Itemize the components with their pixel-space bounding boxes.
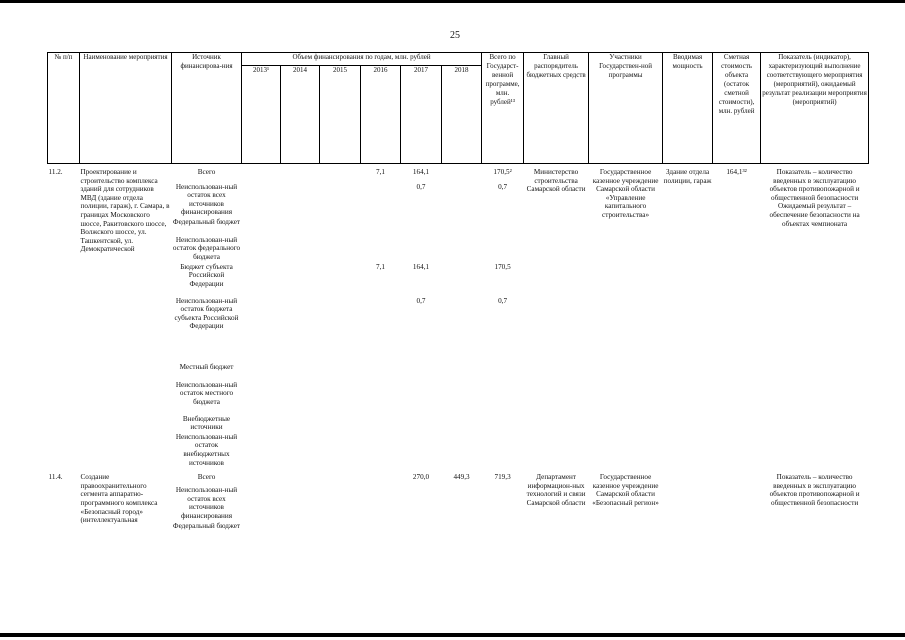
total-value [482,432,524,467]
year-2015-value [320,485,361,520]
header-year: 2015 [320,66,361,164]
indicator: Показатель – количество введенных в эксплуатацию объектов противопожарной и общественной безопасности Ожидаемый результат – обеспечение безопасности на объектах чемпионата [769,168,860,228]
total-value [482,414,524,432]
year-2014-value [281,262,320,296]
table-row [48,467,869,485]
year-2014-value [281,235,320,262]
year-2016-value [361,235,401,262]
year-2014-value [281,414,320,432]
total-value [482,485,524,520]
source-label: Неиспользован-ный остаток всех источников финансирования [175,486,238,520]
year-2016-value [361,217,401,235]
capacity: Здание отдела полиции, гараж [663,168,712,185]
total-value [482,380,524,414]
year-2016-value [361,432,401,467]
header-year: 2017 [401,66,442,164]
indicator: Показатель – количество введенных в эксплуатацию объектов противопожарной и общественной безопасности [769,473,860,507]
year-2017-value: 164,1 [412,262,430,271]
year-2015-value [320,182,361,217]
financing-table [47,52,869,539]
year-2018-value [442,182,482,217]
header-distributor: Главный распорядитель бюджетных средств [524,53,589,164]
total-value [482,521,524,539]
year-2013-value [242,296,281,362]
year-2013-value [242,262,281,296]
source-label: Федеральный бюджет [172,521,241,530]
year-2017-value [401,432,442,467]
total-value [482,362,524,380]
year-2013-value [242,467,281,485]
source-label: Всего [197,473,216,482]
year-2018-value [442,362,482,380]
year-2016-value [361,485,401,520]
distributor: Министерство строительства Самарской области [526,168,586,194]
source-label: Неиспользован-ный остаток местного бюджета [175,380,238,406]
estimate: 164,1³² [726,168,747,176]
year-2018-value [442,485,482,520]
header-source: Источник финансирова-ния [172,53,242,164]
year-2018-value [442,296,482,362]
year-2015-value [320,217,361,235]
year-2015-value [320,235,361,262]
total-value [482,217,524,235]
year-2018-value [442,235,482,262]
source-label: Всего [197,168,216,176]
year-2014-value [281,485,320,520]
source-label: Бюджет субъекта Российской Федерации [180,262,233,288]
year-2017-value [401,362,442,380]
total-value: 0,7 [498,182,508,191]
source-label: Федеральный бюджет [172,217,241,226]
year-2017-value: 164,1 [412,168,430,176]
header-name: Наименование мероприятия [80,53,172,164]
bottom-border [0,633,905,637]
source-label: Неиспользован-ный остаток всех источников финансирования [175,182,238,217]
header-capacity: Вводимая мощность [663,53,713,164]
year-2016-value [361,296,401,362]
year-2017-value [401,217,442,235]
year-2013-value [242,432,281,467]
year-2014-value [281,217,320,235]
header-indicator: Показатель (индикатор), характеризующий выполнение соответствующего мероприятия (мероприятий), ожидаемый результат реализации мероприятия (мероприятий) [761,53,869,164]
measure-name: Создание правоохранительного сегмента аппаратно-программного комплекса «Безопасный город» (интеллектуальная [80,473,158,525]
year-2018-value [442,164,482,182]
year-2018-value [442,414,482,432]
header-year: 2013¹ [242,66,281,164]
year-2017-value: 0,7 [416,182,426,191]
year-2018-value [442,217,482,235]
year-2013-value [242,235,281,262]
estimate [713,467,761,538]
year-2014-value [281,362,320,380]
year-2014-value [281,432,320,467]
year-2015-value [320,380,361,414]
table-body [48,164,869,539]
year-2014-value [281,182,320,217]
year-2014-value [281,380,320,414]
year-2017-value [401,414,442,432]
year-2014-value [281,467,320,485]
year-2017-value: 270,0 [412,473,430,482]
year-2017-value [401,380,442,414]
top-border [0,0,905,3]
header-estimate: Сметная стоимость объекта (остаток сметной стоимости), млн. рублей [713,53,761,164]
header-no: № п/п [48,53,80,164]
year-2013-value [242,182,281,217]
header-year: 2018 [442,66,482,164]
year-2015-value [320,467,361,485]
year-2017-value [401,521,442,539]
header-year: 2014 [281,66,320,164]
row-number: 11.4. [48,473,63,482]
year-2015-value [320,432,361,467]
distributor: Департамент информацион-ных технологий и связи Самарской области [526,473,586,507]
header-volume: Объем финансирования по годам, млн. рублей [242,53,482,66]
year-2013-value [242,485,281,520]
year-2014-value [281,521,320,539]
source-label: Неиспользован-ный остаток внебюджетных источников [175,432,238,467]
page-number: 25 [450,30,460,41]
year-2018-value: 449,3 [453,473,470,482]
year-2018-value [442,432,482,467]
year-2017-value [401,485,442,520]
source-label: Местный бюджет [179,362,234,371]
year-2016-value: 7,1 [376,262,385,271]
header-total: Всего по Государст-венной программе, млн. рублей¹³ [482,53,524,164]
year-2013-value [242,217,281,235]
source-label: Внебюджетные источники [182,414,231,432]
year-2018-value [442,521,482,539]
year-2015-value [320,414,361,432]
total-value: 0,7 [498,296,508,305]
year-2013-value [242,164,281,182]
measure-name: Проектирование и строительство комплекса зданий для сотрудников МВД (здание отдела полиции, гараж), г. Самара, в границах Московского шоссе, Ракитовского шоссе, Волжского шоссе, ул. Ташкентской, ул. Демократической [80,168,170,254]
year-2015-value [320,164,361,182]
row-number: 11.2. [48,168,63,176]
participants: Государственное казенное учреждение Самарской области «Управление капитального строительства» [592,168,659,219]
year-2016-value [361,467,401,485]
year-2016-value [361,362,401,380]
year-2018-value [442,380,482,414]
year-2018-value [442,262,482,296]
year-2017-value: 0,7 [416,296,426,305]
capacity [663,467,713,538]
total-value: 719,3 [494,473,511,482]
year-2015-value [320,296,361,362]
total-value [482,235,524,262]
participants: Государственное казенное учреждение Самарской области «Безопасный регион» [592,473,659,507]
year-2015-value [320,362,361,380]
year-2016-value: 7,1 [376,168,385,176]
total-value: 170,5² [493,168,512,176]
year-2016-value [361,182,401,217]
header-participants: Участники Государствен-ной программы [589,53,663,164]
header-year: 2016 [361,66,401,164]
year-2015-value [320,262,361,296]
source-label: Неиспользован-ный остаток бюджета субъекта Российской Федерации [174,296,239,331]
year-2016-value [361,521,401,539]
year-2016-value [361,414,401,432]
year-2013-value [242,414,281,432]
year-2017-value [401,235,442,262]
year-2013-value [242,362,281,380]
year-2013-value [242,521,281,539]
table-row [48,164,869,182]
year-2013-value [242,380,281,414]
year-2015-value [320,521,361,539]
year-2014-value [281,296,320,362]
total-value: 170,5 [494,262,511,271]
year-2016-value [361,380,401,414]
source-label: Неиспользован-ный остаток федерального бюджета [172,235,241,262]
year-2014-value [281,164,320,182]
